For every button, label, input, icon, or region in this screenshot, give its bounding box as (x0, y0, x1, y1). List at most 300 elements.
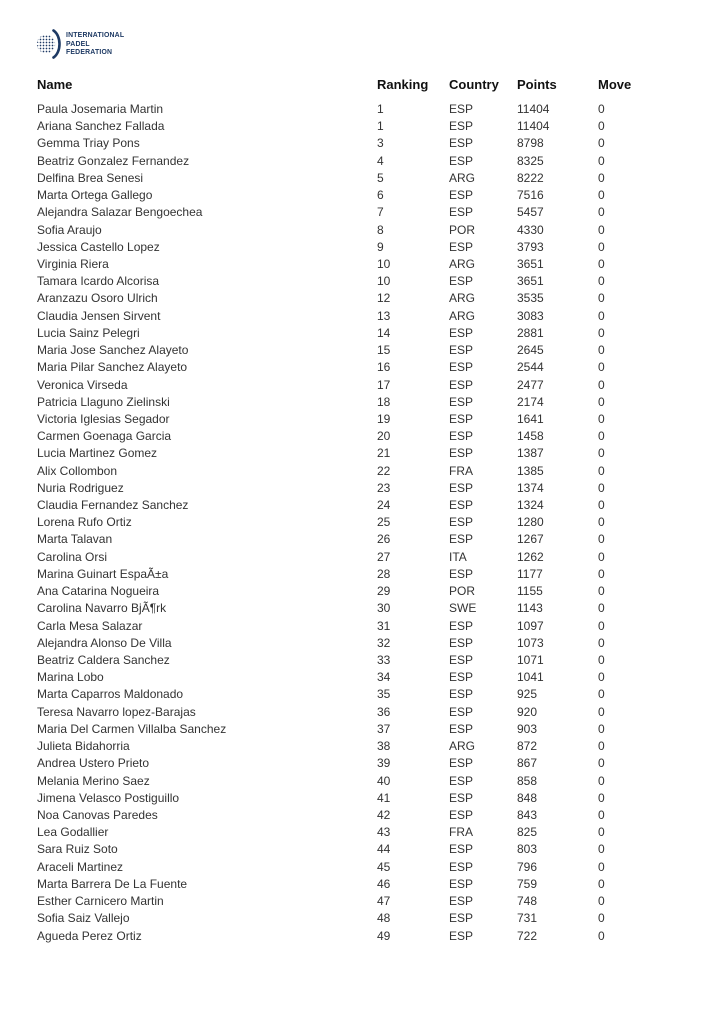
cell-ranking: 49 (377, 928, 391, 943)
cell-move: 0 (598, 222, 605, 237)
cell-name: Lea Godallier (37, 825, 109, 840)
cell-name: Agueda Perez Ortiz (37, 928, 142, 943)
cell-points: 903 (517, 721, 538, 736)
cell-name: Teresa Navarro lopez-Barajas (37, 704, 196, 719)
cell-ranking: 6 (377, 188, 384, 203)
cell-name: Araceli Martinez (37, 859, 124, 874)
cell-name: Aranzazu Osoro Ulrich (37, 291, 158, 306)
cell-move: 0 (598, 859, 605, 874)
cell-move: 0 (598, 343, 605, 358)
cell-move: 0 (598, 274, 605, 289)
cell-country: FRA (449, 825, 473, 840)
table-row (37, 377, 677, 394)
cell-name: Patricia Llaguno Zielinski (37, 394, 170, 409)
ipf-logo (36, 26, 129, 62)
cell-points: 7516 (517, 188, 544, 203)
cell-move: 0 (598, 756, 605, 771)
cell-country: ESP (449, 653, 474, 667)
cell-move: 0 (598, 773, 605, 788)
cell-ranking: 40 (377, 773, 391, 788)
cell-ranking: 32 (377, 635, 391, 650)
cell-ranking: 4 (377, 153, 384, 168)
table-row (37, 273, 677, 290)
cell-points: 825 (517, 825, 538, 840)
cell-name: Maria Del Carmen Villalba Sanchez (37, 721, 227, 736)
cell-points: 1641 (517, 411, 544, 426)
table-row (37, 497, 677, 514)
cell-move: 0 (598, 670, 605, 685)
cell-country: ESP (449, 790, 474, 805)
cell-country: ESP (449, 102, 474, 116)
table-row (37, 635, 677, 652)
table-row (37, 686, 677, 703)
cell-ranking: 35 (377, 687, 391, 702)
cell-move: 0 (598, 790, 605, 805)
cell-name: Ariana Sanchez Fallada (37, 119, 165, 134)
cell-ranking: 42 (377, 807, 391, 822)
cell-move: 0 (598, 308, 605, 323)
cell-ranking: 9 (377, 239, 384, 254)
table-row (37, 618, 677, 635)
cell-name: Marta Ortega Gallego (37, 188, 153, 203)
cell-points: 1073 (517, 635, 544, 650)
cell-ranking: 19 (377, 411, 391, 426)
cell-name: Melania Merino Saez (37, 773, 150, 788)
cell-ranking: 43 (377, 825, 391, 840)
table-row (37, 893, 677, 910)
table-row (37, 359, 677, 376)
cell-country: ESP (449, 239, 474, 254)
cell-ranking: 34 (377, 670, 391, 685)
cell-name: Victoria Iglesias Segador (37, 411, 170, 426)
cell-points: 872 (517, 739, 538, 754)
cell-country: ARG (449, 308, 476, 323)
cell-move: 0 (598, 463, 605, 478)
cell-name: Carla Mesa Salazar (37, 618, 143, 633)
cell-name: Virginia Riera (37, 256, 109, 271)
cell-points: 2477 (517, 377, 544, 392)
cell-country: ESP (449, 119, 474, 134)
cell-points: 1177 (517, 566, 543, 581)
cell-points: 722 (517, 928, 538, 943)
cell-move: 0 (598, 721, 605, 736)
cell-ranking: 23 (377, 480, 391, 495)
cell-name: Marina Guinart EspaÃ±a (37, 566, 169, 581)
cell-points: 1324 (517, 498, 544, 513)
cell-country: ESP (449, 773, 474, 788)
cell-ranking: 12 (377, 291, 391, 306)
cell-ranking: 1 (377, 119, 384, 134)
cell-move: 0 (598, 170, 605, 185)
cell-country: ESP (449, 153, 474, 168)
cell-name: Claudia Fernandez Sanchez (37, 498, 189, 513)
ipf-globe-icon (36, 26, 62, 62)
logo-line-1: INTERNATIONAL (66, 30, 125, 40)
cell-move: 0 (598, 739, 605, 754)
cell-points: 3651 (517, 274, 544, 289)
cell-ranking: 37 (377, 721, 391, 736)
cell-ranking: 13 (377, 308, 391, 323)
cell-name: Maria Jose Sanchez Alayeto (37, 343, 189, 358)
cell-name: Delfina Brea Senesi (37, 170, 144, 185)
cell-country: ESP (449, 498, 474, 513)
cell-points: 3083 (517, 308, 544, 323)
cell-move: 0 (598, 102, 605, 116)
table-row (37, 187, 677, 204)
table-row (37, 222, 677, 239)
cell-country: ESP (449, 670, 474, 685)
cell-ranking: 21 (377, 446, 391, 461)
logo-line-3: FEDERATION (66, 47, 113, 57)
table-header (37, 76, 677, 101)
cell-ranking: 31 (377, 618, 391, 633)
cell-name: Tamara Icardo Alcorisa (37, 274, 160, 289)
cell-name: Paula Josemaria Martin (37, 102, 164, 116)
table-row (37, 170, 677, 187)
cell-name: Beatriz Caldera Sanchez (37, 653, 170, 667)
cell-country: ESP (449, 859, 474, 874)
cell-name: Lorena Rufo Ortiz (37, 515, 132, 530)
table-row (37, 153, 677, 170)
cell-move: 0 (598, 480, 605, 495)
cell-move: 0 (598, 704, 605, 719)
table-row (37, 824, 677, 841)
cell-country: ESP (449, 532, 474, 547)
cell-points: 1458 (517, 429, 544, 444)
table-row (37, 738, 677, 755)
cell-points: 3651 (517, 256, 544, 271)
table-row (37, 463, 677, 480)
cell-country: ESP (449, 480, 474, 495)
cell-name: Gemma Triay Pons (37, 136, 140, 151)
cell-country: ESP (449, 136, 474, 151)
cell-points: 4330 (517, 222, 544, 237)
cell-country: ESP (449, 756, 474, 771)
cell-points: 8798 (517, 136, 544, 151)
cell-points: 8325 (517, 153, 544, 168)
table-row (37, 549, 677, 566)
cell-name: Jimena Velasco Postiguillo (37, 790, 180, 805)
cell-points: 1071 (517, 653, 544, 667)
cell-move: 0 (598, 807, 605, 822)
cell-name: Alejandra Alonso De Villa (37, 635, 172, 650)
cell-points: 11404 (517, 102, 550, 116)
table-row (37, 652, 677, 669)
table-row (37, 101, 677, 118)
cell-move: 0 (598, 136, 605, 151)
cell-ranking: 26 (377, 532, 391, 547)
cell-points: 843 (517, 807, 538, 822)
header-move: Move (598, 77, 632, 92)
table-row (37, 859, 677, 876)
cell-move: 0 (598, 256, 605, 271)
cell-country: ESP (449, 721, 474, 736)
cell-name: Marta Barrera De La Fuente (37, 876, 188, 891)
cell-ranking: 27 (377, 549, 391, 564)
table-row (37, 118, 677, 135)
cell-ranking: 30 (377, 601, 391, 616)
cell-move: 0 (598, 653, 605, 667)
cell-points: 2544 (517, 360, 544, 375)
cell-ranking: 16 (377, 360, 391, 375)
cell-move: 0 (598, 205, 605, 220)
cell-country: ESP (449, 618, 474, 633)
table-row (37, 876, 677, 893)
cell-name: Esther Carnicero Martin (37, 894, 164, 909)
cell-name: Carolina Orsi (37, 549, 108, 564)
table-row (37, 910, 677, 927)
cell-ranking: 36 (377, 704, 391, 719)
table-row (37, 841, 677, 858)
cell-move: 0 (598, 876, 605, 891)
cell-move: 0 (598, 360, 605, 375)
cell-name: Julieta Bidahorria (37, 739, 130, 754)
cell-ranking: 10 (377, 274, 391, 289)
table-header-row (37, 76, 677, 101)
table-row (37, 755, 677, 772)
cell-ranking: 5 (377, 170, 384, 185)
table-row (37, 394, 677, 411)
table-row (37, 807, 677, 824)
cell-ranking: 15 (377, 343, 391, 358)
cell-points: 858 (517, 773, 538, 788)
cell-move: 0 (598, 825, 605, 840)
cell-country: FRA (449, 463, 473, 478)
cell-ranking: 10 (377, 256, 391, 271)
cell-points: 1262 (517, 549, 544, 564)
cell-points: 1280 (517, 515, 544, 530)
cell-ranking: 29 (377, 584, 391, 599)
cell-move: 0 (598, 429, 605, 444)
table-row (37, 411, 677, 428)
table-row (37, 514, 677, 531)
cell-points: 1097 (517, 618, 544, 633)
cell-country: ESP (449, 894, 474, 909)
cell-country: ESP (449, 274, 474, 289)
cell-country: ESP (449, 188, 474, 203)
cell-ranking: 44 (377, 842, 391, 857)
cell-move: 0 (598, 446, 605, 461)
cell-country: ESP (449, 687, 474, 702)
cell-country: ESP (449, 515, 474, 530)
cell-ranking: 41 (377, 790, 391, 805)
cell-points: 867 (517, 756, 538, 771)
table-row (37, 325, 677, 342)
cell-country: POR (449, 584, 476, 599)
table-row (37, 290, 677, 307)
ipf-logo-wordmark (66, 31, 124, 57)
cell-ranking: 38 (377, 739, 391, 754)
cell-points: 1041 (517, 670, 544, 685)
cell-points: 8222 (517, 170, 544, 185)
cell-ranking: 14 (377, 325, 391, 340)
cell-ranking: 20 (377, 429, 391, 444)
cell-ranking: 39 (377, 756, 391, 771)
cell-name: Noa Canovas Paredes (37, 807, 158, 822)
cell-move: 0 (598, 601, 605, 616)
cell-move: 0 (598, 377, 605, 392)
rankings-table-body (37, 101, 677, 945)
cell-points: 5457 (517, 205, 544, 220)
table-row (37, 566, 677, 583)
cell-country: ESP (449, 807, 474, 822)
cell-name: Maria Pilar Sanchez Alayeto (37, 360, 188, 375)
cell-ranking: 47 (377, 894, 391, 909)
cell-ranking: 48 (377, 911, 391, 926)
cell-move: 0 (598, 894, 605, 909)
cell-country: ARG (449, 256, 476, 271)
cell-country: ESP (449, 635, 474, 650)
header-ranking: Ranking (377, 77, 429, 92)
cell-points: 796 (517, 859, 538, 874)
cell-move: 0 (598, 119, 605, 134)
cell-country: ESP (449, 411, 474, 426)
cell-name: Andrea Ustero Prieto (37, 756, 150, 771)
cell-move: 0 (598, 498, 605, 513)
cell-country: SWE (449, 601, 477, 616)
cell-move: 0 (598, 566, 605, 581)
cell-move: 0 (598, 239, 605, 254)
cell-move: 0 (598, 325, 605, 340)
cell-points: 1387 (517, 446, 544, 461)
cell-country: ESP (449, 360, 474, 375)
cell-ranking: 28 (377, 566, 391, 581)
cell-move: 0 (598, 394, 605, 409)
cell-country: ESP (449, 377, 474, 392)
cell-move: 0 (598, 911, 605, 926)
table-row (37, 928, 677, 945)
cell-points: 925 (517, 687, 538, 702)
cell-country: ESP (449, 343, 474, 358)
table-row (37, 600, 677, 617)
cell-country: ESP (449, 911, 474, 926)
table-row (37, 704, 677, 721)
cell-country: ARG (449, 291, 476, 306)
cell-ranking: 1 (377, 102, 384, 116)
table-row (37, 721, 677, 738)
cell-country: ESP (449, 842, 474, 857)
table-row (37, 239, 677, 256)
cell-move: 0 (598, 635, 605, 650)
cell-move: 0 (598, 153, 605, 168)
cell-move: 0 (598, 928, 605, 943)
cell-ranking: 33 (377, 653, 391, 667)
cell-name: Beatriz Gonzalez Fernandez (37, 153, 190, 168)
table-row (37, 773, 677, 790)
cell-move: 0 (598, 618, 605, 633)
cell-points: 1267 (517, 532, 544, 547)
cell-move: 0 (598, 532, 605, 547)
table-row (37, 480, 677, 497)
header-name: Name (37, 77, 73, 92)
cell-ranking: 7 (377, 205, 384, 220)
cell-name: Claudia Jensen Sirvent (37, 308, 161, 323)
cell-points: 2645 (517, 343, 544, 358)
cell-name: Marta Talavan (37, 532, 113, 547)
table-row (37, 428, 677, 445)
cell-ranking: 46 (377, 876, 391, 891)
cell-ranking: 24 (377, 498, 391, 513)
cell-ranking: 25 (377, 515, 391, 530)
table-row (37, 204, 677, 221)
table-row (37, 445, 677, 462)
cell-name: Lucia Sainz Pelegri (37, 325, 140, 340)
cell-name: Ana Catarina Nogueira (37, 584, 160, 599)
cell-points: 920 (517, 704, 538, 719)
table-row (37, 308, 677, 325)
table-row (37, 583, 677, 600)
table-row (37, 531, 677, 548)
header-country: Country (449, 77, 499, 92)
cell-country: POR (449, 222, 476, 237)
cell-name: Marta Caparros Maldonado (37, 687, 184, 702)
table-row (37, 790, 677, 807)
cell-move: 0 (598, 515, 605, 530)
cell-points: 2174 (517, 394, 544, 409)
cell-points: 1385 (517, 463, 544, 478)
cell-name: Nuria Rodriguez (37, 480, 124, 495)
cell-move: 0 (598, 411, 605, 426)
cell-name: Carolina Navarro BjÃ¶rk (37, 601, 167, 616)
cell-country: ARG (449, 170, 476, 185)
cell-country: ESP (449, 876, 474, 891)
cell-name: Alix Collombon (37, 463, 118, 478)
cell-move: 0 (598, 549, 605, 564)
cell-name: Sofia Saiz Vallejo (37, 911, 130, 926)
cell-ranking: 3 (377, 136, 384, 151)
cell-country: ESP (449, 205, 474, 220)
cell-name: Alejandra Salazar Bengoechea (37, 205, 203, 220)
cell-move: 0 (598, 842, 605, 857)
cell-ranking: 8 (377, 222, 384, 237)
cell-move: 0 (598, 687, 605, 702)
cell-points: 1155 (517, 584, 543, 599)
cell-points: 1143 (517, 601, 543, 616)
cell-points: 1374 (517, 480, 544, 495)
cell-points: 759 (517, 876, 538, 891)
cell-name: Jessica Castello Lopez (37, 239, 160, 254)
table-row (37, 256, 677, 273)
cell-points: 848 (517, 790, 538, 805)
cell-country: ARG (449, 739, 476, 754)
cell-name: Veronica Virseda (37, 377, 128, 392)
cell-ranking: 17 (377, 377, 391, 392)
table-row (37, 669, 677, 686)
cell-ranking: 18 (377, 394, 391, 409)
cell-country: ESP (449, 446, 474, 461)
logo-line-2: PADEL (66, 38, 90, 48)
rankings-table (37, 76, 677, 945)
table-row (37, 342, 677, 359)
cell-name: Carmen Goenaga Garcia (37, 429, 172, 444)
cell-name: Sara Ruiz Soto (37, 842, 118, 857)
header-points: Points (517, 77, 557, 92)
cell-points: 2881 (517, 325, 544, 340)
cell-country: ITA (449, 549, 467, 564)
cell-country: ESP (449, 394, 474, 409)
cell-name: Sofia Araujo (37, 222, 102, 237)
cell-move: 0 (598, 188, 605, 203)
cell-country: ESP (449, 704, 474, 719)
cell-ranking: 45 (377, 859, 391, 874)
cell-points: 3535 (517, 291, 544, 306)
cell-points: 11404 (517, 119, 550, 134)
cell-ranking: 22 (377, 463, 391, 478)
cell-move: 0 (598, 584, 605, 599)
cell-country: ESP (449, 928, 474, 943)
cell-points: 803 (517, 842, 538, 857)
cell-country: ESP (449, 429, 474, 444)
